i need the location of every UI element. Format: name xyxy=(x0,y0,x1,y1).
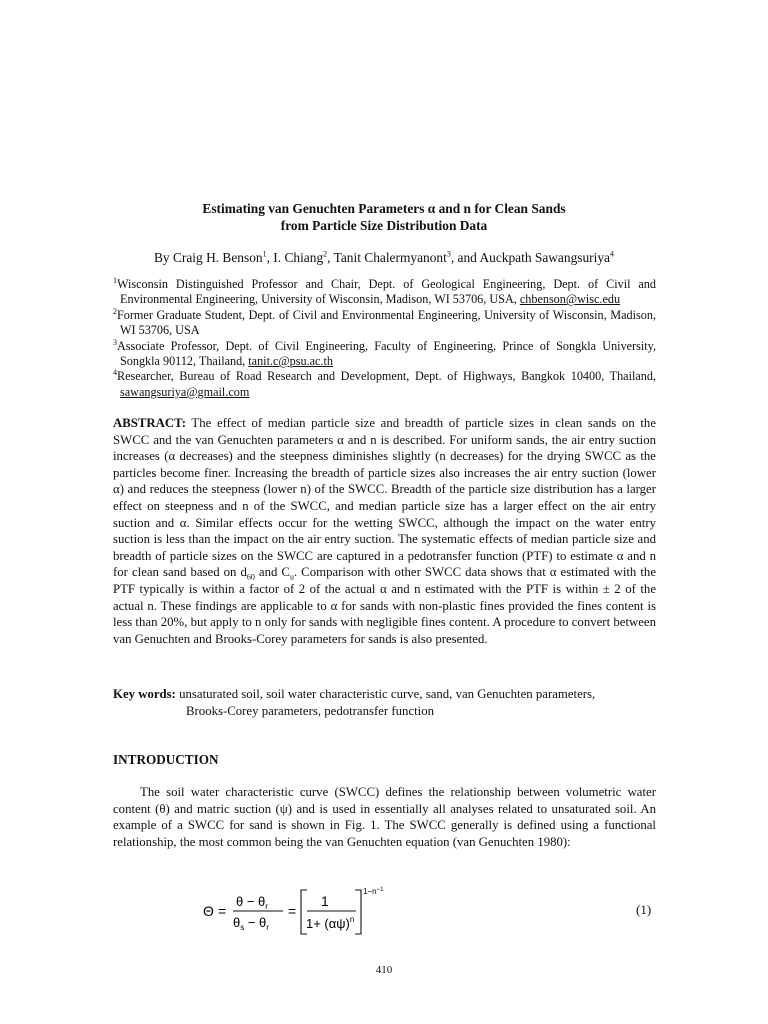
keywords xyxy=(113,686,656,719)
email-link-3[interactable]: tanit.c@psu.ac.th xyxy=(248,354,333,369)
eq-exponent: $1-n^{-1}$ xyxy=(363,887,384,896)
abstract-text-2: and C xyxy=(254,565,290,580)
keywords-line-2: Brooks-Corey parameters, pedotransfer function xyxy=(186,703,435,718)
affiliations xyxy=(113,277,656,400)
author-1-affil: 1 xyxy=(262,249,267,259)
author-2-affil: 2 xyxy=(323,249,328,259)
abstract-sub-d60: 60 xyxy=(246,572,255,582)
affiliation-1-num: 1 xyxy=(113,275,117,285)
title-line-2: from Particle Size Distribution Data xyxy=(280,218,488,233)
eq-equals-2: = xyxy=(288,903,297,919)
keywords-text-1: unsaturated soil, soil water characteristic curve, sand, van Genuchten parameters, xyxy=(175,687,596,701)
author-1: Craig H. Benson xyxy=(172,250,263,265)
page-number: 410 xyxy=(375,964,393,976)
abstract-label: ABSTRACT: xyxy=(113,416,187,430)
email-link-4[interactable]: sawangsuriya@gmail.com xyxy=(120,384,250,399)
van-genuchten-equation xyxy=(203,886,663,938)
email-link-1[interactable]: chbenson@wisc.edu xyxy=(519,292,621,307)
keywords-label: Key words: xyxy=(113,687,176,701)
section-heading-introduction: INTRODUCTION xyxy=(113,752,219,767)
affiliation-1 xyxy=(113,277,656,308)
affiliation-2-num: 2 xyxy=(113,306,117,316)
author-3: , Tanit Chalermyanont xyxy=(327,250,447,265)
eq-equals-1: = xyxy=(218,903,227,919)
title-line-1: Estimating van Genuchten Parameters α and n for Clean Sands xyxy=(202,201,566,216)
paper-title xyxy=(0,200,768,234)
author-4: , and Auckpath Sawangsuriya xyxy=(450,250,610,265)
eq-frac-den: $\theta_s - \theta_r$ xyxy=(233,915,269,932)
eq-frac-num: $\theta - \theta_r$ xyxy=(236,894,268,911)
author-list xyxy=(0,249,768,266)
abstract-text-1: The effect of median particle size and breadth of particle sizes in clean sands on the SWCC and the van Genuchten parameters α and n is described. For uniform sands, the air entry suction increases (α decreases) and the steepness diminishes slightly (n decreases) for the drying SWCC as the particles become finer. Increasing the breadth of particle sizes also increases the air entry suction (lower α) and reduces the steepness (lower n) of the SWCC. Breadth of the particle size distribution has a larger effect on steepness and n of the SWCC, and median particle size has a larger effect on the air entry suction and α. Similar effects occur for the wetting SWCC, although the impact on the water entry suction is less than the impact on the air entry suction. The systematic effects of median particle size and breadth of particle sizes on the SWCC are captured in a pedotransfer function (PTF) to estimate α and n for clean sand based on d xyxy=(113,416,656,580)
affiliation-1-text: Wisconsin Distinguished Professor and Chair, Dept. of Geological Engineering, Dept. of Civil and Environmental Engineering, University of Wisconsin, Madison, WI 53706, USA, xyxy=(117,277,656,307)
affiliation-2 xyxy=(113,308,656,339)
eq-inner-den: $1+ (\alpha\psi)^n$ xyxy=(306,915,355,931)
equation-number: (1) xyxy=(636,902,652,917)
author-3-affil: 3 xyxy=(446,249,451,259)
abstract-text-3: . Comparison with other SWCC data shows that α estimated with the PTF typically is within a factor of 2 of the actual α and n estimated with the PTF is within ± 2 of the actual n. These findings are applicable to α for sands with non-plastic fines provided the fines content is less than 20%, but apply to n only for sands with negligible fines content. A procedure to convert between van Genuchten and Brooks-Corey parameters for sands is also presented. xyxy=(113,565,656,646)
eq-lhs: Θ xyxy=(203,903,214,919)
author-4-affil: 4 xyxy=(610,249,614,259)
eq-inner-num: 1 xyxy=(321,893,329,909)
author-2: , I. Chiang xyxy=(266,250,324,265)
introduction-paragraph: The soil water characteristic curve (SWCC) defines the relationship between volumetric water content (θ) and matric suction (ψ) and is used in essentially all analyses related to unsaturated soil. An example of a SWCC for sand is shown in Fig. 1. The SWCC generally is defined using a functional relationship, the most common being the van Genuchten equation (van Genuchten 1980): xyxy=(113,785,656,849)
affiliation-2-text: Former Graduate Student, Dept. of Civil and Environmental Engineering, University of Wisconsin, Madison, WI 53706, USA xyxy=(117,307,656,338)
authors-prefix: By xyxy=(153,250,173,265)
keywords-line-1 xyxy=(113,686,656,703)
affiliation-4 xyxy=(113,369,656,400)
abstract-sub-cu: u xyxy=(289,572,294,582)
affiliation-3-text: Associate Professor, Dept. of Civil Engineering, Faculty of Engineering, Prince of Songkla University, Songkla 90112, Thailand, xyxy=(117,338,656,369)
affiliation-4-num: 4 xyxy=(113,368,117,378)
abstract xyxy=(113,415,656,647)
eq-right-bracket xyxy=(355,890,361,934)
affiliation-4-text: Researcher, Bureau of Road Research and Development, Dept. of Highways, Bangkok 10400, Thailand, xyxy=(117,369,656,384)
affiliation-3 xyxy=(113,339,656,370)
affiliation-3-num: 3 xyxy=(113,337,117,347)
